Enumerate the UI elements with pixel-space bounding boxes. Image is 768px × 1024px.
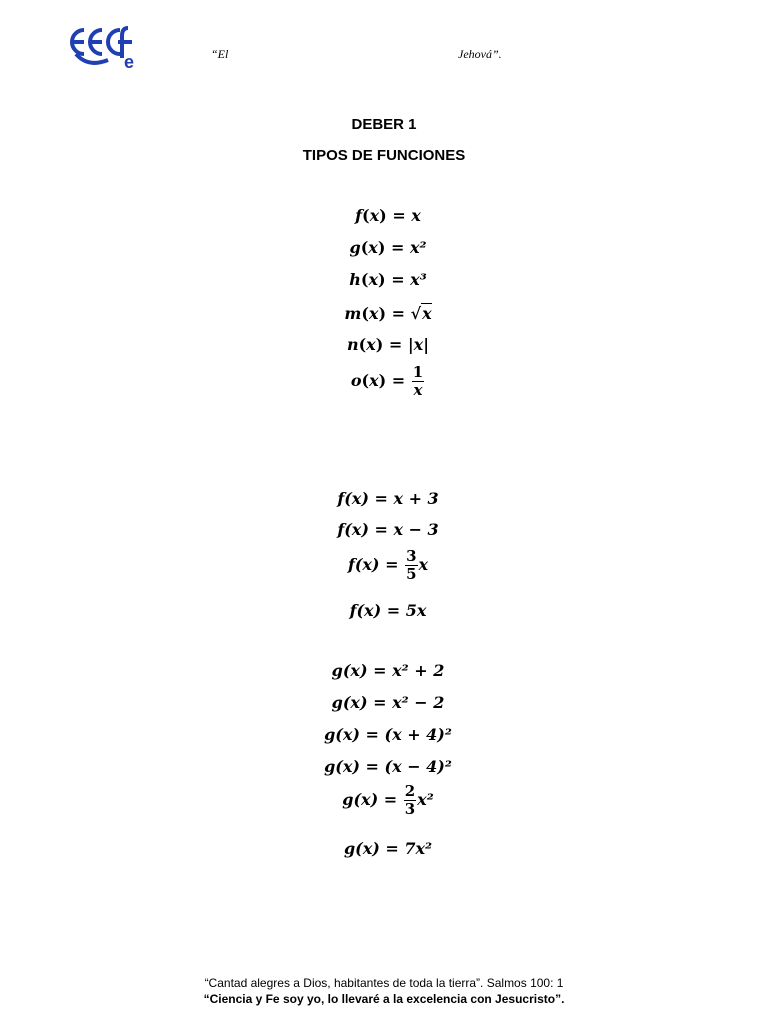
equation-basic-m: m(x) = √x	[344, 304, 432, 323]
equation-basic-f: f(x) = x	[355, 206, 421, 225]
school-logo	[68, 24, 148, 72]
equation-basic-g: g(x) = x²	[349, 238, 427, 257]
equation-g-shift-up: g(x) = x² + 2	[331, 661, 445, 680]
equation-f-scale: f(x) = 5x	[349, 601, 427, 620]
equation-g-shift-left: g(x) = (x + 4)²	[324, 725, 452, 744]
assignment-title: DEBER 1	[351, 116, 417, 133]
equation-g-scale: g(x) = 7x²	[343, 839, 433, 858]
footer-verse: “Cantad alegres a Dios, habitantes de toda la tierra”. Salmos 100: 1	[204, 976, 564, 990]
equation-basic-o: o(x) = $\frac{1}{x}$	[350, 363, 424, 399]
equation-f-shift-down: f(x) = x − 3	[337, 520, 439, 539]
equation-f-scale-fraction: f(x) = $\frac{3}{5}$ x	[347, 547, 429, 583]
equation-basic-h: h(x) = x³	[349, 270, 427, 289]
footer-motto: “Ciencia y Fe soy yo, lo llevaré a la excelencia con Jesucristo”.	[203, 992, 565, 1006]
header-quote-left: “El	[211, 47, 229, 61]
header-quote-right: Jehová”.	[458, 47, 502, 61]
equation-basic-n: n(x) = |x|	[346, 335, 430, 354]
equation-f-shift-up: f(x) = x + 3	[337, 489, 439, 508]
equation-g-shift-down: g(x) = x² − 2	[331, 693, 445, 712]
equation-g-scale-fraction: g(x) = $\frac{2}{3}$ x²	[342, 782, 434, 818]
equation-g-shift-right: g(x) = (x − 4)²	[324, 757, 452, 776]
assignment-subtitle: TIPOS DE FUNCIONES	[302, 147, 466, 164]
svg-text:e: e	[124, 52, 135, 72]
